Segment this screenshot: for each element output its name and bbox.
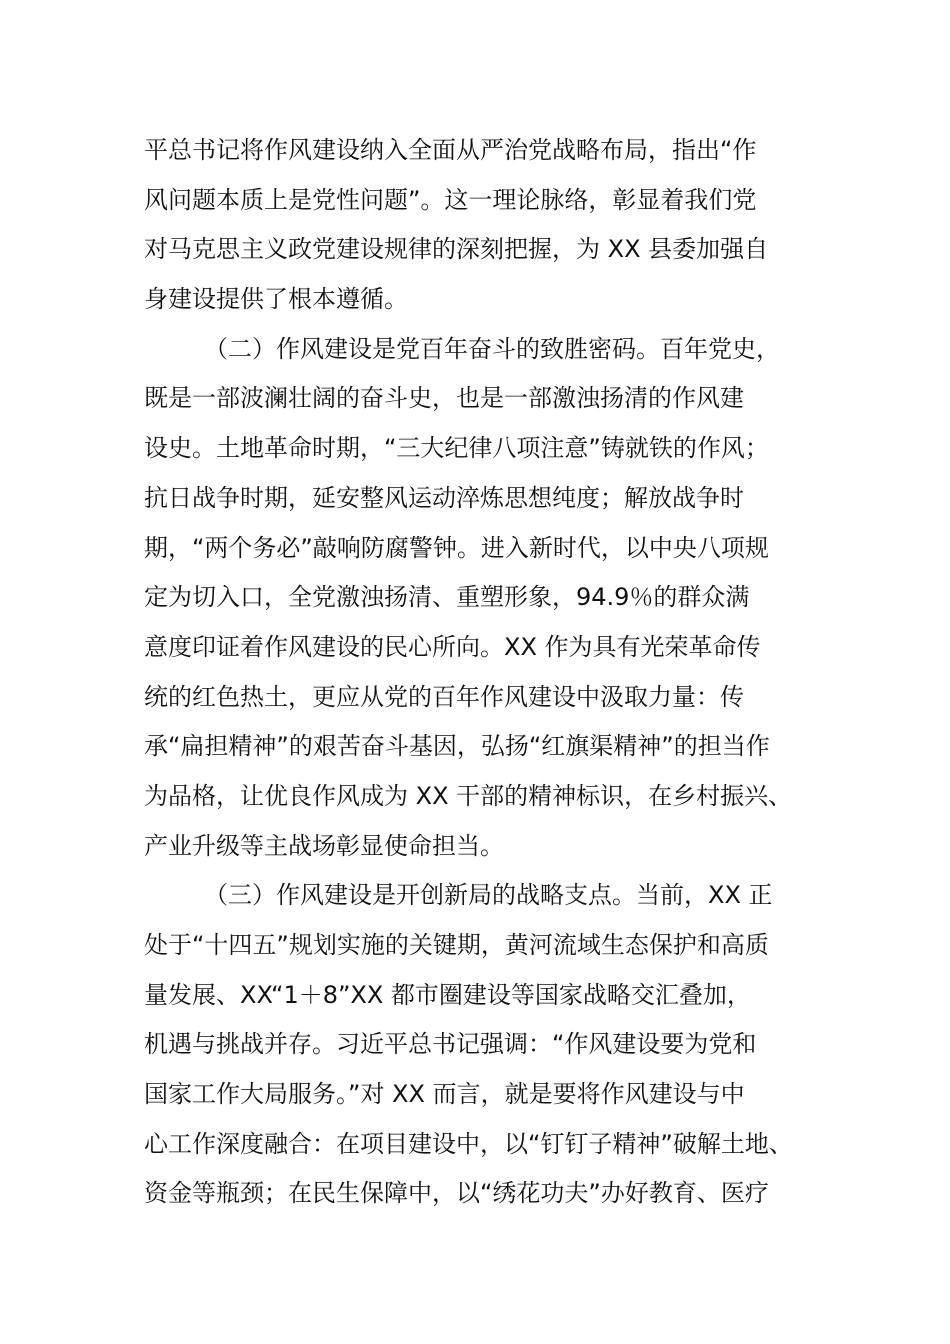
text-line-21: 心工作深度融合：在项目建设中，以“钉钉子精神”破解土地、 xyxy=(144,1129,793,1158)
body-text xyxy=(144,126,824,1219)
text-line-5: （二）作风建设是党百年奋斗的致胜密码。百年党史， xyxy=(204,334,780,363)
text-line-14: 为品格，让优良作风成为 XX 干部的精神标识，在乡村振兴、 xyxy=(144,781,793,810)
text-line-16: （三）作风建设是开创新局的战略支点。当前，XX 正 xyxy=(204,881,773,910)
text-line-13: 承“扁担精神”的艰苦奋斗基因，弘扬“红旗渠精神”的担当作 xyxy=(144,732,770,761)
text-line-10: 定为切入口，全党激浊扬清、重塑形象，94.9％的群众满 xyxy=(144,583,750,612)
text-line-2: 风问题本质上是党性问题”。这一理论脉络，彰显着我们党 xyxy=(144,185,757,214)
text-line-15: 产业升级等主战场彰显使命担当。 xyxy=(144,831,504,860)
text-line-11: 意度印证着作风建设的民心所向。XX 作为具有光荣革命传 xyxy=(144,632,761,661)
text-line-20: 国家工作大局服务。”对 XX 而言，就是要将作风建设与中 xyxy=(144,1080,745,1109)
text-line-22: 资金等瓶颈；在民生保障中，以“绣花功夫”办好教育、医疗 xyxy=(144,1179,769,1208)
text-line-12: 统的红色热土，更应从党的百年作风建设中汲取力量：传 xyxy=(144,682,744,711)
text-line-4: 身建设提供了根本遵循。 xyxy=(144,285,408,314)
text-line-9: 期，“两个务必”敲响防腐警钟。进入新时代，以中央八项规 xyxy=(144,533,769,562)
text-line-17: 处于“十四五”规划实施的关键期，黄河流域生态保护和高质 xyxy=(144,931,769,959)
text-line-18: 量发展、XX“1＋8”XX 都市圈建设等国家战略交汇叠加， xyxy=(144,980,751,1009)
text-line-1: 平总书记将作风建设纳入全面从严治党战略布局，指出“作 xyxy=(144,136,757,164)
text-line-19: 机遇与挑战并存。习近平总书记强调：“作风建设要为党和 xyxy=(144,1030,757,1059)
text-line-8: 抗日战争时期，延安整风运动淬炼思想纯度；解放战争时 xyxy=(144,483,744,512)
text-line-3: 对马克思主义政党建设规律的深刻把握，为 XX 县委加强自 xyxy=(144,235,769,264)
text-line-7: 设史。土地革命时期，“三大纪律八项注意”铸就铁的作风； xyxy=(144,434,769,463)
text-line-6: 既是一部波澜壮阔的奋斗史，也是一部激浊扬清的作风建 xyxy=(144,384,744,413)
